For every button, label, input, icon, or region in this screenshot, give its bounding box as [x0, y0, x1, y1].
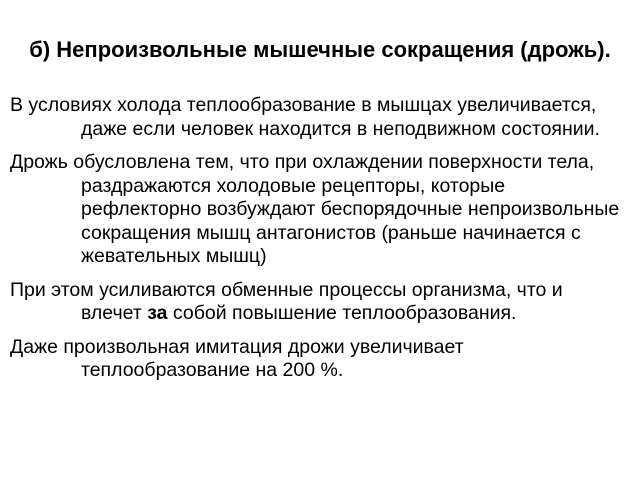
slide-title: б) Непроизвольные мышечные сокращения (дрожь). [29, 37, 611, 62]
paragraph-shivering-cause: Дрожь обусловлена тем, что при охлаждении поверхности тела, раздражаются холодовые рецепторы, которые рефлекторно возбуждают беспорядочные непроизвольные сокращения мышц антагонистов (раньше начинается с жевательных мышц) [10, 151, 620, 267]
paragraph-metabolism [10, 279, 620, 326]
paragraph-voluntary-imitation: Даже произвольная имитация дрожи увеличивает теплообразование на 200 %. [10, 335, 464, 381]
paragraph-metabolism-start: При этом усиливаются обменные процессы организма, что и влечет [10, 278, 563, 324]
slide-body [10, 94, 620, 393]
paragraph-metabolism-end: собой повышение теплообразования. [167, 302, 517, 324]
paragraph-metabolism-bold-word: за [147, 302, 168, 324]
paragraph-cold-thermogenesis: В условиях холода теплообразование в мышцах увеличивается, даже если человек находится в неподвижном состоянии. [10, 94, 600, 140]
